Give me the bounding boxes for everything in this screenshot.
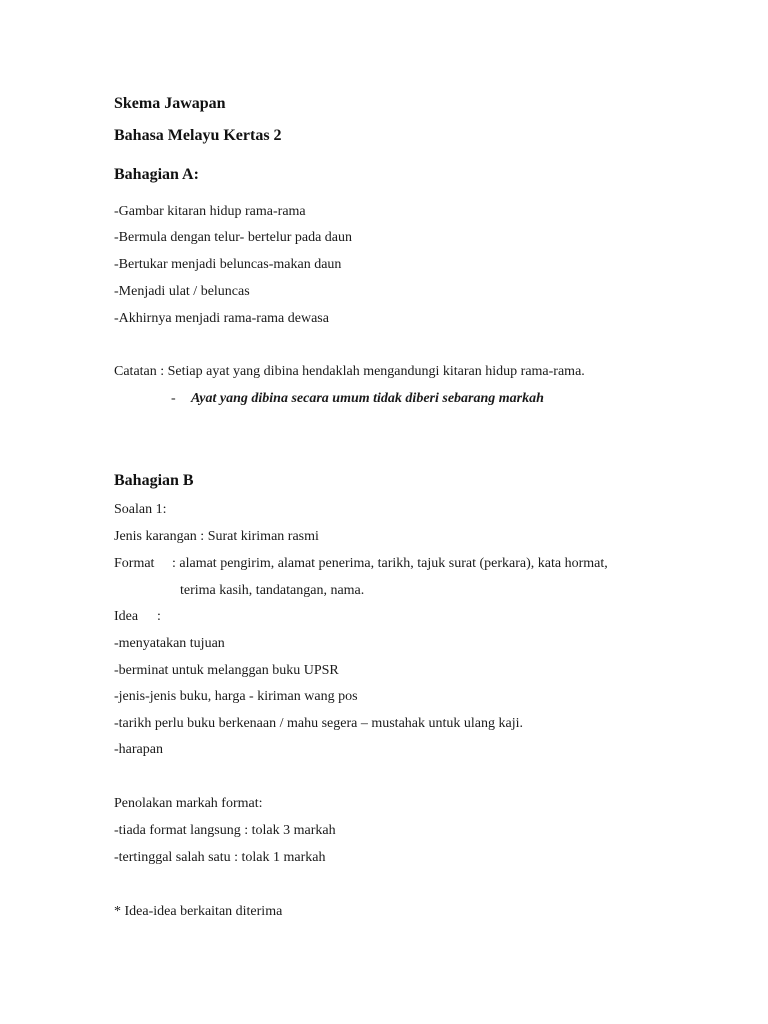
- document-title: Skema Jawapan: [114, 95, 226, 112]
- deduction-item: -tiada format langsung : tolak 3 markah: [114, 823, 336, 838]
- section-a-point: -Bertukar menjadi beluncas-makan daun: [114, 257, 342, 272]
- idea-label: Idea: [114, 609, 139, 624]
- section-a-point: -Menjadi ulat / beluncas: [114, 284, 250, 299]
- section-a-point: -Gambar kitaran hidup rama-rama: [114, 204, 306, 219]
- deduction-heading: Penolakan markah format:: [114, 796, 263, 811]
- idea-item: -tarikh perlu buku berkenaan / mahu segera – mustahak untuk ulang kaji.: [114, 716, 523, 731]
- section-a-note-item: Ayat yang dibina secara umum tidak diberi sebarang markah: [191, 391, 544, 406]
- essay-type: Jenis karangan : Surat kiriman rasmi: [114, 529, 319, 544]
- format-label: Format: [114, 556, 155, 571]
- section-a-point: -Akhirnya menjadi rama-rama dewasa: [114, 311, 329, 326]
- format-value-line-2: terima kasih, tandatangan, nama.: [180, 583, 365, 598]
- note-dash: -: [171, 391, 176, 406]
- idea-colon: :: [157, 609, 161, 624]
- idea-item: -harapan: [114, 742, 163, 757]
- section-a-heading: Bahagian A:: [114, 166, 199, 183]
- idea-item: -berminat untuk melanggan buku UPSR: [114, 663, 339, 678]
- footnote: * Idea-idea berkaitan diterima: [114, 904, 283, 919]
- format-value-line-1: : alamat pengirim, alamat penerima, tarikh, tajuk surat (perkara), kata hormat,: [172, 556, 608, 571]
- idea-item: -jenis-jenis buku, harga - kiriman wang pos: [114, 689, 358, 704]
- question-label: Soalan 1:: [114, 502, 167, 517]
- document-subtitle: Bahasa Melayu Kertas 2: [114, 127, 282, 144]
- section-b-heading: Bahagian B: [114, 472, 194, 489]
- section-a-point: -Bermula dengan telur- bertelur pada daun: [114, 230, 353, 245]
- deduction-item: -tertinggal salah satu : tolak 1 markah: [114, 850, 326, 865]
- idea-item: -menyatakan tujuan: [114, 636, 225, 651]
- section-a-note: Catatan : Setiap ayat yang dibina hendaklah mengandungi kitaran hidup rama-rama.: [114, 364, 585, 379]
